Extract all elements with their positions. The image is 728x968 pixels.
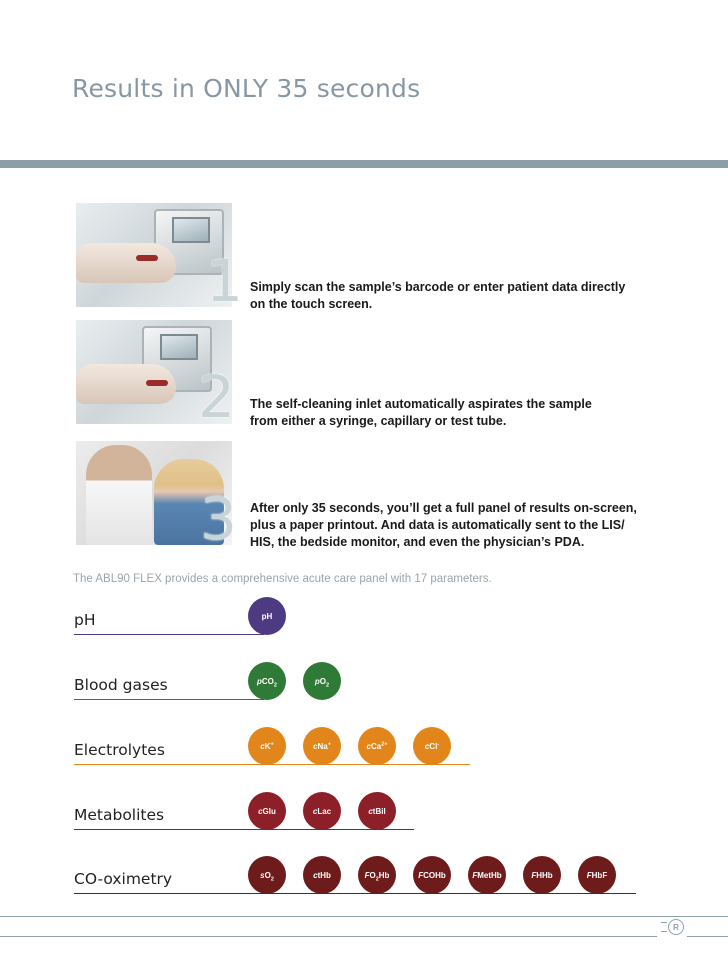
panel-caption: The ABL90 FLEX provides a comprehensive acute care panel with 17 parameters. xyxy=(73,573,492,585)
param-po2: $pO_2$ xyxy=(303,662,341,700)
category-label-metabolites: Metabolites xyxy=(74,806,165,824)
category-line-co-oximetry xyxy=(74,893,636,894)
step-3-text: After only 35 seconds, you’ll get a full panel of results on-screen, plus a paper printout. And data is automatically sent to the LIS/ HIS, the bedside monitor, and even the physician’s PDA. xyxy=(250,501,637,549)
category-label-electrolytes: Electrolytes xyxy=(74,741,165,759)
step-2-number: 2 xyxy=(198,363,235,431)
param-pco2: pCO$_2$ xyxy=(248,662,286,700)
param-ccl: cCl- xyxy=(413,727,451,765)
category-line-blood-gases xyxy=(74,699,264,700)
param-ph: pH xyxy=(248,597,286,635)
param-clac: cLac xyxy=(303,792,341,830)
param-fmethb: FMetHb xyxy=(468,856,506,894)
param-fo2hb: $FO_2Hb$ xyxy=(358,856,396,894)
param-cca: cCa$^{2+}$ xyxy=(358,727,396,765)
param-fhhb: FHHb xyxy=(523,856,561,894)
param-fcohb: FCOHb xyxy=(413,856,451,894)
param-fhbf: FHbF xyxy=(578,856,616,894)
param-cglu: cGlu xyxy=(248,792,286,830)
step-1-number: 1 xyxy=(206,247,243,315)
header-divider xyxy=(0,160,728,168)
category-label-co-oximetry: CO-oximetry xyxy=(74,870,173,888)
footer-divider-bottom xyxy=(0,936,728,937)
category-label-blood-gases: Blood gases xyxy=(74,676,168,694)
step-1-text: Simply scan the sample’s barcode or enter patient data directly on the touch screen. xyxy=(250,280,626,311)
param-ck: cK+ xyxy=(248,727,286,765)
footer-divider-top xyxy=(0,916,728,917)
param-ctbil: ctBil xyxy=(358,792,396,830)
category-label-ph: pH xyxy=(74,611,96,629)
category-line-ph xyxy=(74,634,264,635)
param-cthb: ctHb xyxy=(303,856,341,894)
step-2-text: The self-cleaning inlet automatically aspirates the sample from either a syringe, capillary or test tube. xyxy=(250,397,592,428)
category-line-metabolites xyxy=(74,829,414,830)
logo-icon: R xyxy=(657,917,687,937)
param-cna: cNa+ xyxy=(303,727,341,765)
page-title: Results in ONLY 35 seconds xyxy=(72,74,421,103)
param-so2: $sO_2$ xyxy=(248,856,286,894)
step-3-number: 3 xyxy=(200,485,237,553)
